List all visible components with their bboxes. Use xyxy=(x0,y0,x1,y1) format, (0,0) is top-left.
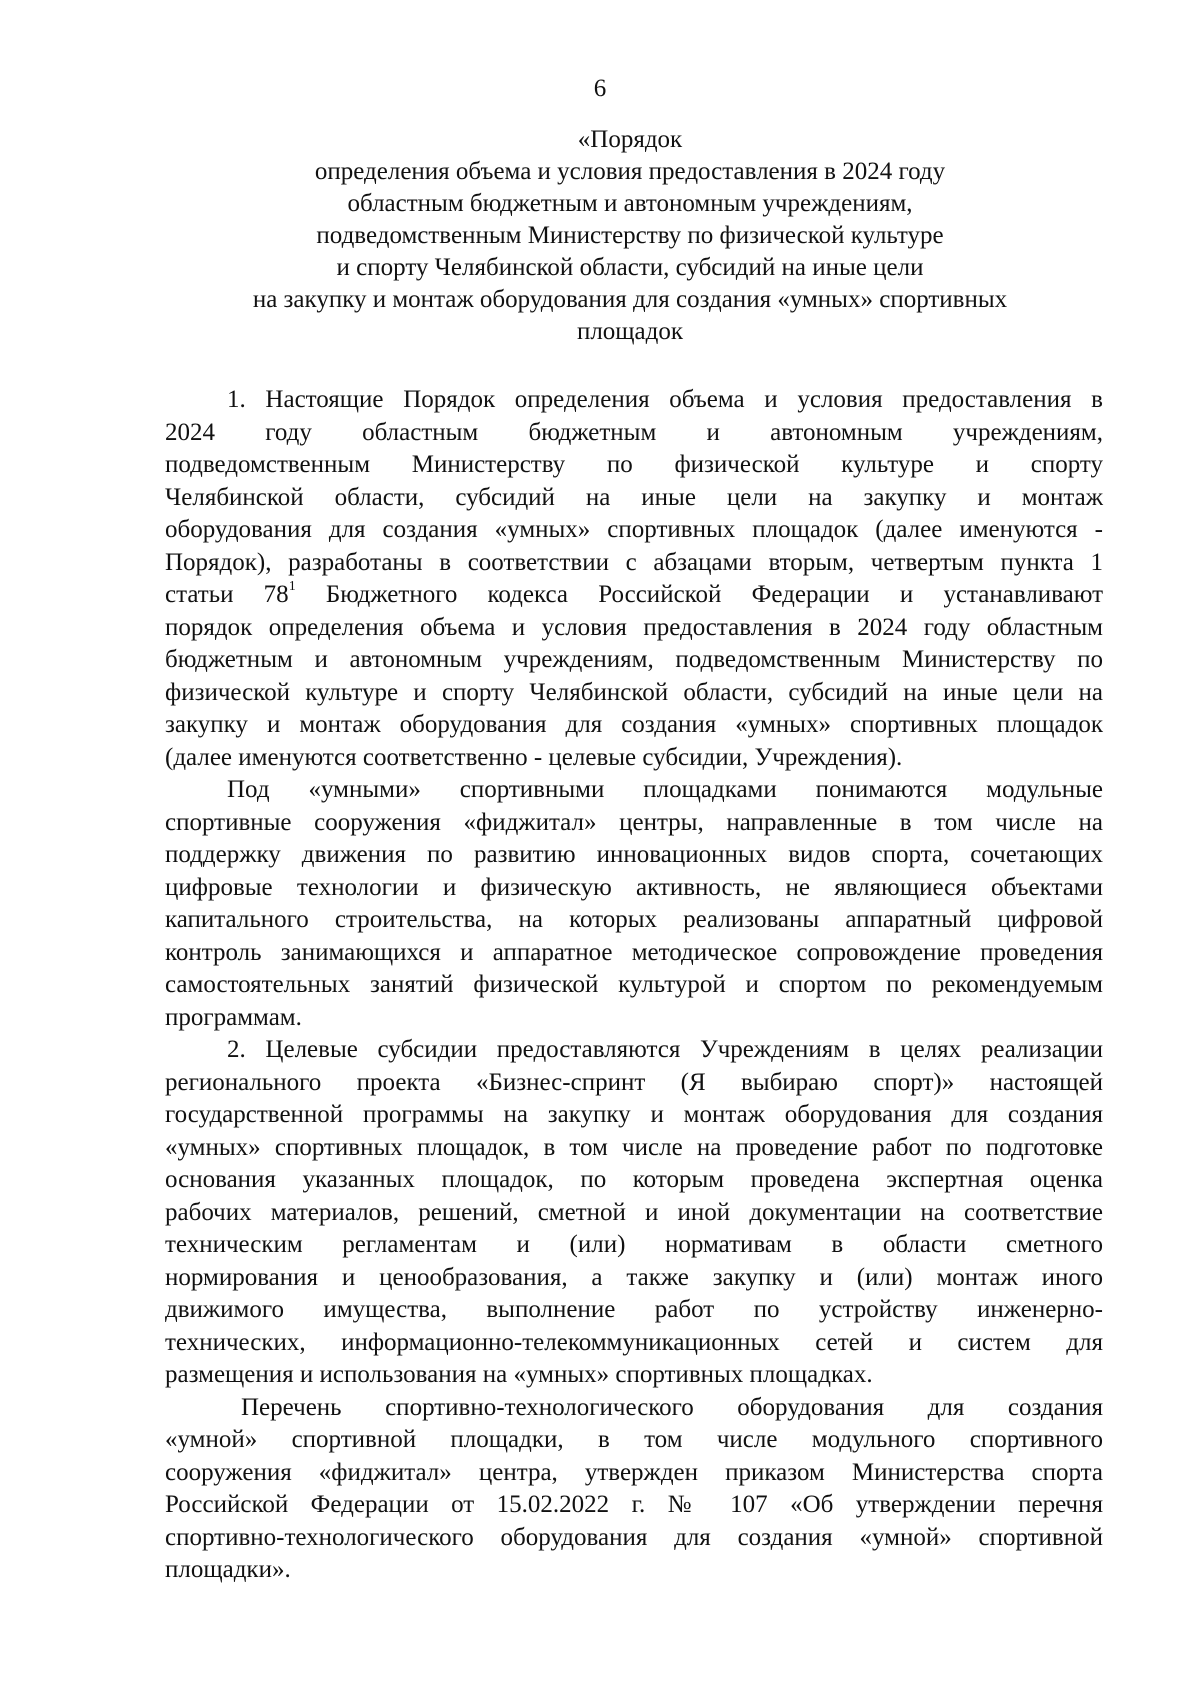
text-line: техническим регламентам и (или) нормативам в области сметного xyxy=(165,1231,1103,1258)
title-line: подведомственным Министерству по физической культуре xyxy=(316,222,944,249)
title-line: «Порядок xyxy=(577,126,683,153)
text-segment: статьи 78 xyxy=(165,581,289,608)
text-line: подведомственным Министерству по физической культуре и спорту xyxy=(165,451,1103,478)
page-number: 6 xyxy=(593,75,607,102)
text-line: самостоятельных занятий физической культурой и спортом по рекомендуемым xyxy=(165,971,1103,998)
text-line: порядок определения объема и условия предоставления в 2024 году областным xyxy=(165,613,1103,641)
text-line: «умных» спортивных площадок, в том числе на проведение работ по подготовке xyxy=(165,1133,1103,1161)
paragraph-4 xyxy=(165,1392,1103,1587)
text-line: программам. xyxy=(165,1003,302,1031)
paragraph-1 xyxy=(165,384,1103,774)
text-line: физической культуре и спорту Челябинской области, субсидий на иные цели на xyxy=(165,678,1103,706)
text-line: поддержку движения по развитию инновационных видов спорта, сочетающих xyxy=(165,841,1103,868)
text-line: цифровые технологии и физическую активность, не являющиеся объектами xyxy=(165,873,1103,901)
text-line: рабочих материалов, решений, сметной и иной документации на соответствие xyxy=(165,1198,1103,1226)
text-line: нормирования и ценообразования, а также закупку и (или) монтаж иного xyxy=(165,1263,1103,1291)
text-line: площадки». xyxy=(165,1556,291,1583)
title-line: областным бюджетным и автономным учреждениям, xyxy=(347,190,913,217)
document-title xyxy=(150,124,1110,348)
text-line: 2024 году областным бюджетным и автономным учреждениям, xyxy=(165,418,1103,446)
text-line: контроль занимающихся и аппаратное методическое сопровождение проведения xyxy=(165,938,1103,966)
text-line: оборудования для создания «умных» спортивных площадок (далее именуются - xyxy=(165,516,1103,543)
text-line: спортивно-технологического оборудования для создания «умной» спортивной xyxy=(165,1523,1103,1551)
text-line: (далее именуются соответственно - целевые субсидии, Учреждения). xyxy=(165,743,903,771)
text-line: спортивные сооружения «фиджитал» центры, направленные в том числе на xyxy=(165,808,1103,836)
text-line: Перечень спортивно-технологического оборудования для создания xyxy=(241,1393,1103,1421)
paragraph-2 xyxy=(165,774,1103,1034)
text-line: Под «умными» спортивными площадками понимаются модульные xyxy=(227,776,1103,803)
text-line: бюджетным и автономным учреждениям, подведомственным Министерству по xyxy=(165,646,1103,673)
superscript: 1 xyxy=(288,579,296,594)
text-line: «умной» спортивной площадки, в том числе модульного спортивного xyxy=(165,1426,1103,1453)
paragraph-3 xyxy=(165,1034,1103,1392)
text-line: сооружения «фиджитал» центра, утвержден приказом Министерства спорта xyxy=(165,1458,1103,1486)
title-line: и спорту Челябинской области, субсидий на иные цели xyxy=(336,254,924,281)
text-line: технических, информационно-телекоммуникационных сетей и систем для xyxy=(165,1328,1103,1356)
document-body xyxy=(165,384,1103,1587)
title-line: определения объема и условия предоставления в 2024 году xyxy=(314,158,946,185)
text-line-with-superscript xyxy=(165,579,1103,612)
text-line: движимого имущества, выполнение работ по устройству инженерно- xyxy=(165,1296,1103,1323)
title-line: площадок xyxy=(576,318,684,345)
text-segment: Бюджетного кодекса Российской Федерации и устанавливают xyxy=(295,581,1104,608)
text-line: закупку и монтаж оборудования для создания «умных» спортивных площадок xyxy=(165,711,1103,738)
text-line: Российской Федерации от 15.02.2022 г. № 107 «Об утверждении перечня xyxy=(165,1491,1103,1518)
text-line: размещения и использования на «умных» спортивных площадках. xyxy=(165,1361,873,1388)
title-line: на закупку и монтаж оборудования для создания «умных» спортивных xyxy=(252,286,1008,313)
text-line: Челябинской области, субсидий на иные цели на закупку и монтаж xyxy=(165,483,1103,511)
text-line: регионального проекта «Бизнес-спринт (Я выбираю спорт)» настоящей xyxy=(165,1068,1103,1096)
text-line: государственной программы на закупку и монтаж оборудования для создания xyxy=(165,1101,1103,1128)
text-line: 1. Настоящие Порядок определения объема и условия предоставления в xyxy=(227,386,1103,413)
text-line: Порядок), разработаны в соответствии с абзацами вторым, четвертым пункта 1 xyxy=(165,548,1103,576)
text-line: 2. Целевые субсидии предоставляются Учреждениям в целях реализации xyxy=(227,1036,1103,1063)
text-line: основания указанных площадок, по которым проведена экспертная оценка xyxy=(165,1166,1103,1193)
text-line: капитального строительства, на которых реализованы аппаратный цифровой xyxy=(165,906,1103,933)
